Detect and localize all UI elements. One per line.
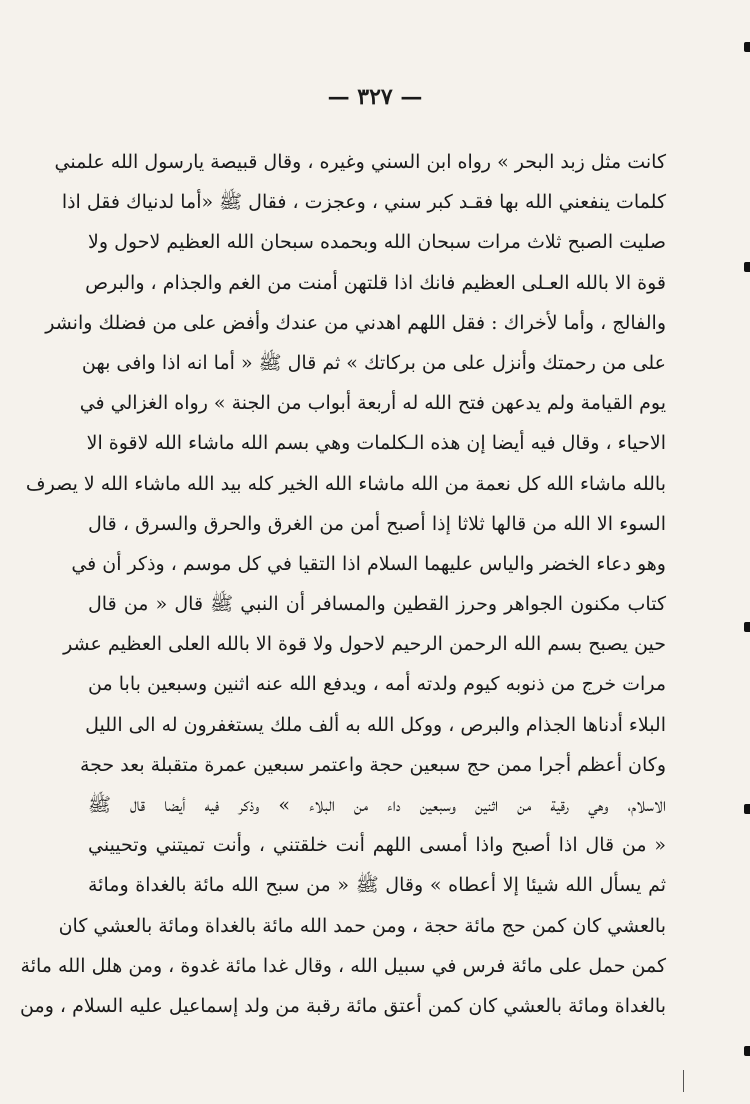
text-line: يوم القيامة ولم يدعهن فتح الله له أربعة أبواب من الجنة » رواه الغزالي في — [79, 392, 666, 415]
scan-tick-mark — [683, 1070, 684, 1092]
text-line: والفالج ، وأما لأخراك : فقل اللهم اهدني من عندك وأفض على من فضلك وانشر — [45, 311, 666, 334]
text-line: الاحياء ، وقال فيه أيضا إن هذه الـكلمات وهي بسم الله ماشاء الله لاقوة الا — [86, 432, 666, 455]
page-number: — ٣٢٧ — — [327, 84, 423, 110]
scan-edge-mark — [744, 804, 750, 814]
text-line: كتاب مكنون الجواهر وحرز القطين والمسافر أن النبي ﷺ قال « من قال — [88, 593, 666, 616]
scan-edge-mark — [744, 1046, 750, 1056]
scan-edge-mark — [744, 622, 750, 632]
text-line: مرات خرج من ذنوبه كيوم ولدته أمه ، ويدفع الله عنه اثنين وسبعين بابا من — [88, 673, 666, 696]
text-line: الاسلام، وهي رقية من اثنين وسبعين داء من البلاء » وذكر فيه أيضا قال ﷺ — [88, 794, 666, 816]
scan-edge-mark — [744, 262, 750, 272]
text-line: حين يصبح بسم الله الرحمن الرحيم لاحول ولا قوة الا بالله العلى العظيم عشر — [63, 633, 666, 656]
text-line: السوء الا الله من قالها ثلاثا إذا أصبح أمن من الغرق والحرق والسرق ، قال — [88, 512, 666, 535]
text-line: صليت الصبح ثلاث مرات سبحان الله وبحمده سبحان الله العظيم لاحول ولا — [88, 231, 666, 254]
text-line: بالله ماشاء الله كل نعمة من الله ماشاء الله الخير كله بيد الله ماشاء الله لا يصرف — [25, 472, 666, 495]
text-line: ثم يسأل الله شيئا إلا أعطاه » وقال ﷺ « من سبح الله مائة بالغداة ومائة — [88, 874, 666, 897]
text-line: كانت مثل زبد البحر » رواه ابن السني وغيره ، وقال قبيصة يارسول الله علمني — [54, 151, 666, 173]
text-line: كلمات ينفعني الله بها فقـد كبر سني ، وعجزت ، فقال ﷺ «أما لدنياك فقل اذا — [61, 191, 666, 214]
scan-edge-mark — [744, 42, 750, 52]
text-line: البلاء أدناها الجذام والبرص ، ووكل الله به ألف ملك يستغفرون له الى الليل — [85, 713, 666, 736]
text-line: بالغداة ومائة بالعشي كان كمن أعتق مائة رقبة من ولد إسماعيل عليه السلام ، ومن — [20, 994, 666, 1017]
text-line: قوة الا بالله العـلى العظيم فانك اذا قلتهن أمنت من الغم والجذام ، والبرص — [85, 271, 666, 294]
text-line: « من قال اذا أصبح واذا أمسى اللهم أنت خلقتني ، وأنت تميتني وتحييني — [88, 834, 666, 857]
text-line: على من رحمتك وأنزل على من بركاتك » ثم قال ﷺ « أما انه اذا وافى بهن — [81, 351, 666, 374]
text-line: وهو دعاء الخضر والياس عليهما السلام اذا التقيا في كل موسم ، وذكر أن في — [71, 552, 666, 575]
text-line: كمن حمل على مائة فرس في سبيل الله ، وقال غدا مائة غدوة ، ومن هلل الله مائة — [20, 954, 666, 977]
text-line: بالعشي كان كمن حج مائة حجة ، ومن حمد الله مائة بالغداة ومائة بالعشي كان — [58, 914, 666, 937]
body-text — [20, 142, 666, 1026]
text-line: وكان أعظم أجرا ممن حج سبعين حجة واعتمر سبعين عمرة متقبلة بعد حجة — [79, 753, 666, 776]
